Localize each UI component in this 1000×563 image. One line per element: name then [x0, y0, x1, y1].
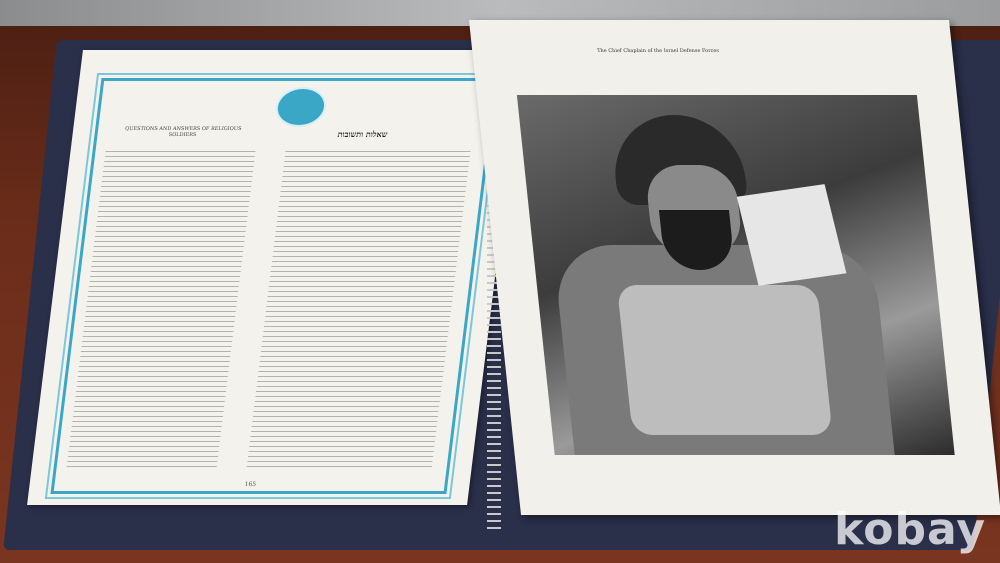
soldier-photograph — [517, 95, 955, 455]
watermark-logo: kobay — [834, 504, 986, 555]
page-number: 165 — [244, 481, 257, 488]
emblem-icon — [273, 87, 328, 127]
english-text-column — [66, 151, 255, 471]
parachute-harness — [617, 285, 833, 435]
right-page — [469, 20, 1000, 515]
decorative-border — [50, 78, 497, 494]
hebrew-heading: שאלות ותשובות — [337, 129, 389, 139]
left-page — [27, 50, 523, 505]
hebrew-text-column — [246, 151, 470, 471]
photo-caption: The Chief Chaplain of the Israel Defense Forces — [596, 48, 720, 54]
english-heading: QUESTIONS AND ANSWERS OF RELIGIOUS SOLDIERS — [124, 126, 242, 138]
